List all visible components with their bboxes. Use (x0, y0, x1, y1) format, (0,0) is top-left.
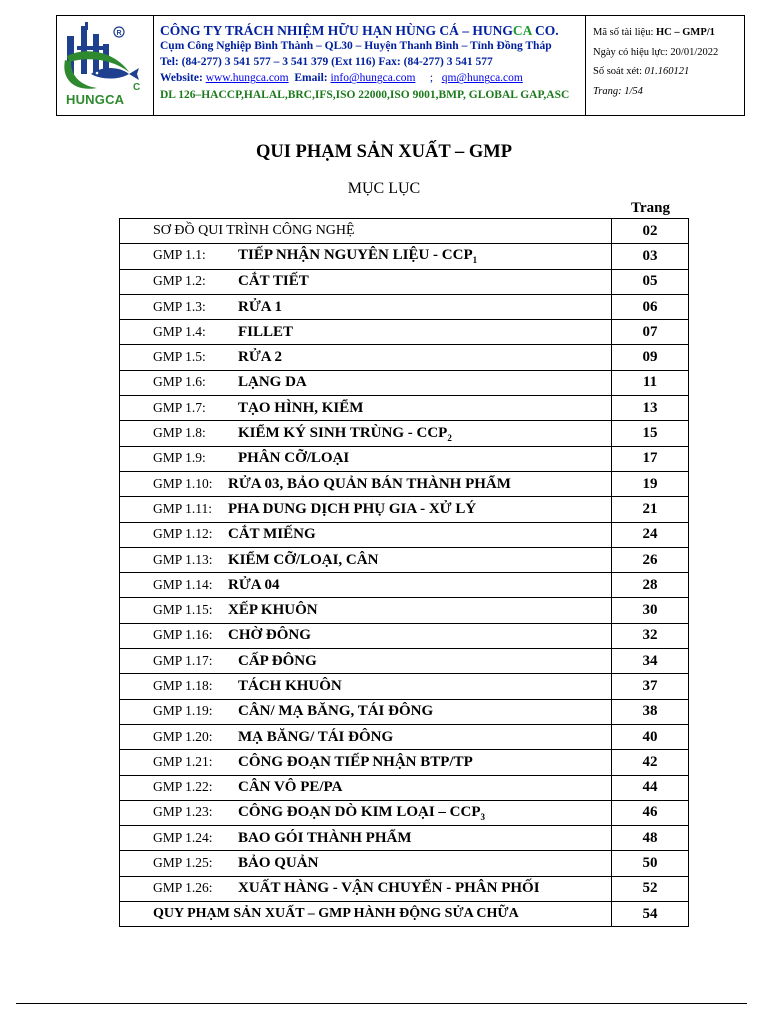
toc-item-code: GMP 1.8: (153, 424, 206, 440)
toc-item-cell (120, 724, 612, 749)
certifications: DL 126–HACCP,HALAL,BRC,IFS,ISO 22000,ISO 9001,BMP, GLOBAL GAP,ASC (160, 88, 570, 101)
toc-page-number: 15 (642, 425, 658, 442)
toc-item-cell (120, 396, 612, 421)
toc-page-cell (612, 876, 689, 901)
toc-item-code: GMP 1.18: (153, 677, 213, 693)
toc-item-title: CÂN VÔ PE/PA (238, 779, 343, 796)
toc-page-number: 44 (642, 779, 658, 796)
toc-item-cell (120, 547, 612, 572)
toc-item-cell (120, 902, 612, 927)
toc-row (120, 674, 689, 699)
toc-item-title: CẮT TIẾT (238, 273, 309, 290)
toc-page-cell (612, 826, 689, 851)
toc-page-number: 11 (642, 374, 658, 391)
toc-item-cell (120, 699, 612, 724)
company-address: Cụm Công Nghiệp Bình Thành – QL30 – Huyện Thanh Bình – Tỉnh Đồng Tháp (160, 40, 552, 52)
toc-item-cell (120, 598, 612, 623)
toc-item-code: GMP 1.12: (153, 526, 213, 542)
toc-page-cell (612, 244, 689, 269)
toc-item-code: GMP 1.9: (153, 450, 206, 466)
toc-item-code: GMP 1.3: (153, 298, 206, 314)
toc-item-cell (120, 446, 612, 471)
document-title: QUI PHẠM SẢN XUẤT – GMP (255, 142, 513, 162)
table-of-contents (119, 218, 689, 927)
toc-page-number: 03 (642, 247, 658, 264)
toc-item-title: XẾP KHUÔN (228, 602, 318, 619)
toc-item-subscript: 1 (472, 255, 478, 266)
toc-page-cell (612, 800, 689, 825)
toc-item-cell (120, 674, 612, 699)
toc-item-cell (120, 219, 612, 244)
toc-page-cell (612, 345, 689, 370)
toc-item-cell (120, 851, 612, 876)
toc-item-cell (120, 370, 612, 395)
toc-item-code: GMP 1.4: (153, 323, 206, 339)
toc-page-cell (612, 294, 689, 319)
toc-item-code: GMP 1.24: (153, 829, 213, 845)
doc-code-line: Mã số tài liệu: HC – GMP/1 (593, 27, 715, 38)
toc-page-cell (612, 699, 689, 724)
toc-page-number: 26 (642, 551, 658, 568)
website-link[interactable]: www.hungca.com (205, 72, 289, 85)
toc-item-title: CÔNG ĐOẠN TIẾP NHẬN BTP/TP (238, 753, 473, 770)
toc-row (120, 421, 689, 446)
toc-item-title: RỬA 1 (238, 298, 283, 315)
toc-page-number: 30 (642, 602, 658, 619)
toc-row (120, 370, 689, 395)
toc-row (120, 522, 689, 547)
logo-wordmark: HUNGCA (66, 92, 125, 107)
toc-row (120, 547, 689, 572)
toc-item-cell (120, 471, 612, 496)
toc-page-cell (612, 649, 689, 674)
toc-item-subscript: 3 (480, 811, 485, 822)
toc-row (120, 623, 689, 648)
toc-page-number: 48 (642, 829, 658, 846)
toc-item-title: BAO GÓI THÀNH PHẨM (238, 829, 412, 846)
toc-page-cell (612, 851, 689, 876)
toc-page-number: 24 (642, 526, 658, 543)
toc-page-cell (612, 547, 689, 572)
toc-page-cell (612, 370, 689, 395)
toc-item-cell (120, 320, 612, 345)
toc-item-cell (120, 649, 612, 674)
toc-item-title: PHÂN CỠ/LOẠI (238, 450, 350, 467)
toc-item-code: GMP 1.2: (153, 273, 206, 289)
revision-number: 01.160121 (644, 66, 690, 77)
toc-row (120, 649, 689, 674)
toc-item-cell (120, 750, 612, 775)
toc-item-title: CẮT MIẾNG (228, 526, 316, 543)
toc-item-code: GMP 1.20: (153, 728, 213, 744)
toc-page-number: 54 (642, 905, 658, 922)
company-info (154, 16, 586, 115)
toc-item-cell (120, 345, 612, 370)
toc-item-title: LẠNG DA (238, 374, 307, 391)
toc-item-title: CÂN/ MẠ BĂNG, TÁI ĐÔNG (238, 703, 434, 720)
company-web-email: Website: www.hungca.com Email: info@hungca.com ; qm@hungca.com (160, 72, 523, 85)
toc-item-code: GMP 1.25: (153, 855, 213, 871)
toc-item-cell (120, 775, 612, 800)
toc-item-title: RỬA 04 (228, 576, 280, 593)
brand-ca: CA (512, 23, 532, 38)
brand-hung: HUNG (472, 23, 513, 38)
toc-page-number: 05 (642, 273, 658, 290)
toc-row (120, 294, 689, 319)
toc-page-number: 19 (642, 475, 658, 492)
toc-page-number: 21 (642, 500, 658, 517)
toc-row (120, 851, 689, 876)
toc-item-code: GMP 1.13: (153, 551, 213, 567)
toc-item-title: PHA DUNG DỊCH PHỤ GIA - XỬ LÝ (228, 500, 477, 517)
page-number-line: Trang: 1/54 (593, 85, 643, 97)
toc-page-cell (612, 750, 689, 775)
toc-page-cell (612, 902, 689, 927)
toc-page-cell (612, 497, 689, 522)
toc-page-number: 06 (642, 298, 658, 315)
svg-text:R: R (116, 30, 122, 37)
toc-body (120, 219, 689, 927)
toc-page-cell (612, 320, 689, 345)
toc-page-cell (612, 775, 689, 800)
toc-page-number: 52 (642, 880, 658, 897)
toc-page-number: 42 (642, 753, 658, 770)
toc-item-code: GMP 1.15: (153, 602, 213, 618)
toc-row (120, 573, 689, 598)
toc-item-title: BẢO QUẢN (238, 855, 319, 872)
toc-page-number: 07 (642, 323, 658, 340)
document-header (56, 15, 745, 116)
toc-page-cell (612, 674, 689, 699)
toc-item-cell (120, 497, 612, 522)
toc-page-number: 13 (642, 399, 658, 416)
toc-item-title: MẠ BĂNG/ TÁI ĐÔNG (238, 728, 394, 745)
toc-item-code: GMP 1.17: (153, 652, 213, 668)
toc-row (120, 826, 689, 851)
company-name: CÔNG TY TRÁCH NHIỆM HỮU HẠN HÙNG CÁ – HUNGCA CO. (160, 23, 559, 38)
toc-item-subscript: 2 (447, 432, 452, 443)
toc-item-code: GMP 1.10: (153, 475, 213, 491)
toc-page-cell (612, 396, 689, 421)
toc-row (120, 497, 689, 522)
toc-item-code: GMP 1.16: (153, 627, 213, 643)
toc-page-cell (612, 421, 689, 446)
toc-row (120, 320, 689, 345)
page-column-heading: Trang (631, 200, 670, 216)
toc-page-cell (612, 446, 689, 471)
toc-row (120, 800, 689, 825)
revision-line: Số soát xét: 01.160121 (593, 66, 690, 77)
toc-item-code: GMP 1.7: (153, 399, 206, 415)
toc-row (120, 345, 689, 370)
toc-row (120, 750, 689, 775)
toc-item-cell (120, 876, 612, 901)
toc-item-code: GMP 1.6: (153, 374, 206, 390)
toc-item-title: KIỂM CỠ/LOẠI, CÂN (228, 551, 379, 568)
toc-row (120, 471, 689, 496)
toc-item-code: GMP 1.23: (153, 803, 213, 819)
toc-row (120, 269, 689, 294)
toc-item-title: CẤP ĐÔNG (238, 652, 317, 669)
toc-item-cell (120, 800, 612, 825)
toc-item-cell (120, 623, 612, 648)
company-phone: Tel: (84-277) 3 541 577 – 3 541 379 (Ext 116) Fax: (84-277) 3 541 577 (160, 56, 493, 69)
effective-date: 20/01/2022 (670, 46, 719, 58)
document-control-info (586, 16, 744, 115)
toc-page-cell (612, 623, 689, 648)
toc-row (120, 396, 689, 421)
toc-page-cell (612, 471, 689, 496)
toc-row-corrective-action (120, 902, 689, 927)
toc-item-code: GMP 1.1: (153, 247, 206, 263)
doc-code: HC – GMP/1 (656, 27, 715, 38)
toc-page-number: 34 (642, 652, 658, 669)
toc-row (120, 446, 689, 471)
toc-item-cell (120, 244, 612, 269)
toc-item-title: FILLET (238, 323, 294, 340)
toc-row (120, 598, 689, 623)
effective-date-line: Ngày có hiệu lực: 20/01/2022 (593, 46, 719, 58)
toc-item-title: XUẤT HÀNG - VẬN CHUYỂN - PHÂN PHỐI (238, 880, 540, 897)
toc-page-number: 02 (642, 222, 658, 239)
svg-text:C: C (133, 82, 141, 93)
toc-item-title: RỬA 2 (238, 349, 283, 366)
toc-row (120, 724, 689, 749)
toc-row (120, 775, 689, 800)
toc-item-code: GMP 1.21: (153, 753, 213, 769)
toc-heading: MỤC LỤC (347, 180, 421, 197)
toc-page-number: 46 (642, 804, 658, 821)
email-link-qm[interactable]: qm@hungca.com (441, 72, 523, 85)
toc-page-number: 37 (642, 677, 658, 694)
toc-row (120, 876, 689, 901)
toc-item-code: GMP 1.14: (153, 576, 213, 592)
page-number: 1/54 (624, 85, 643, 97)
toc-page-cell (612, 598, 689, 623)
footer-divider (16, 1003, 747, 1004)
toc-item-cell (120, 269, 612, 294)
toc-page-number: 38 (642, 703, 658, 720)
toc-item-code: GMP 1.11: (153, 500, 213, 516)
toc-item-title: SƠ ĐỒ QUI TRÌNH CÔNG NGHỆ (153, 223, 355, 239)
toc-item-code: GMP 1.19: (153, 703, 213, 719)
company-logo (57, 16, 154, 115)
toc-item-title: CÔNG ĐOẠN DÒ KIM LOẠI – CCP (238, 803, 481, 820)
toc-page-cell (612, 573, 689, 598)
toc-item-title: TÁCH KHUÔN (238, 677, 342, 694)
toc-row-flowchart (120, 219, 689, 244)
toc-item-cell (120, 573, 612, 598)
toc-item-cell (120, 421, 612, 446)
toc-item-title: TẠO HÌNH, KIỂM (238, 399, 364, 416)
toc-page-cell (612, 724, 689, 749)
toc-item-cell (120, 826, 612, 851)
toc-item-code: GMP 1.26: (153, 880, 213, 896)
toc-page-cell (612, 522, 689, 547)
toc-page-cell (612, 219, 689, 244)
toc-row (120, 699, 689, 724)
toc-item-title: QUY PHẠM SẢN XUẤT – GMP HÀNH ĐỘNG SỬA CHỮA (153, 906, 519, 922)
toc-page-number: 17 (642, 450, 658, 467)
toc-item-title: RỬA 03, BẢO QUẢN BÁN THÀNH PHẨM (228, 475, 511, 492)
toc-page-number: 40 (642, 728, 658, 745)
toc-item-title: CHỜ ĐÔNG (228, 627, 311, 644)
email-link-info[interactable]: info@hungca.com (330, 72, 416, 85)
toc-page-number: 50 (642, 855, 658, 872)
toc-page-number: 09 (642, 349, 658, 366)
toc-page-number: 28 (642, 576, 658, 593)
toc-page-cell (612, 269, 689, 294)
toc-page-number: 32 (642, 627, 658, 644)
toc-item-cell (120, 522, 612, 547)
toc-row (120, 244, 689, 269)
toc-item-title: TIẾP NHẬN NGUYÊN LIỆU - CCP (238, 247, 473, 264)
toc-item-cell (120, 294, 612, 319)
toc-item-code: GMP 1.5: (153, 349, 206, 365)
toc-item-code: GMP 1.22: (153, 779, 213, 795)
toc-item-title: KIỂM KÝ SINH TRÙNG - CCP (238, 424, 448, 441)
